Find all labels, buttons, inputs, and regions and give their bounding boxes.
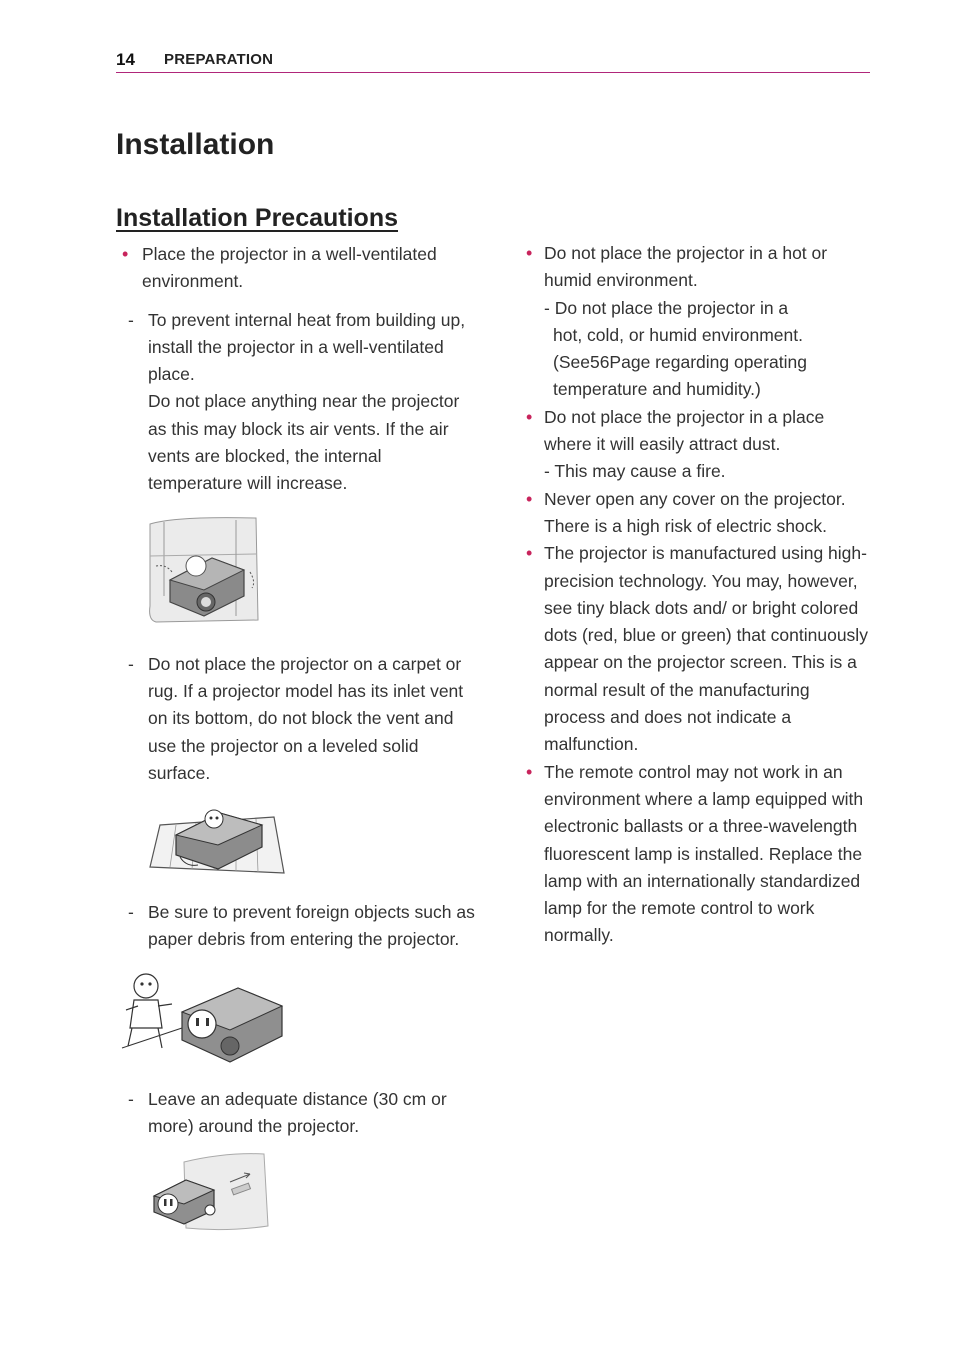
dash-text: Be sure to prevent foreign objects such as paper debris from entering the projector.	[148, 902, 475, 950]
bullet-subtext: - This may cause a fire.	[544, 461, 726, 482]
right-column	[524, 240, 874, 950]
bullet-icon: •	[526, 243, 533, 263]
bullet-item	[524, 486, 874, 541]
dash-mark: -	[128, 902, 134, 923]
bullet-item	[116, 241, 476, 296]
bullet-text: The projector is manufactured using high-precision technology. You may, however, see tiny black dots and/ or bright colored dots (red, blue or green) that continuously appear on the projector screen. This is a normal result of the manufacturing process and does not indicate a malfunction.	[544, 543, 868, 755]
projector-on-carpet-illustration	[146, 795, 286, 879]
bullet-item	[524, 759, 874, 950]
bullet-text: The remote control may not work in an environment where a lamp equipped with electronic ballasts or a three-wavelength fluorescent lamp is installed. Replace the lamp with an internationally standardized lamp for the remote control to work normally.	[544, 761, 864, 946]
dash-mark: -	[128, 653, 134, 674]
bullet-item	[524, 240, 874, 404]
dash-text: Do not place the projector on a carpet or rug. If a projector model has its inlet vent on its bottom, do not block the vent and use the projector on a leveled solid surface.	[148, 653, 464, 783]
bullet-text: Never open any cover on the projector. There is a high risk of electric shock.	[544, 488, 846, 536]
dash-item	[116, 651, 476, 787]
dash-item	[116, 899, 476, 954]
dash-mark: -	[128, 309, 134, 330]
dash-text: Leave an adequate distance (30 cm or more) around the projector.	[148, 1088, 447, 1137]
projector-foreign-objects-illustration	[118, 970, 288, 1070]
dash-mark: -	[128, 1088, 134, 1109]
bullet-text: Do not place the projector in a hot or humid environment.	[544, 243, 828, 291]
bullet-icon: •	[526, 406, 533, 427]
bullet-icon: •	[526, 543, 533, 564]
page-header	[116, 48, 870, 73]
dash-item	[116, 1086, 476, 1141]
projector-distance-illustration	[146, 1152, 270, 1232]
projector-near-wall-illustration	[146, 516, 262, 624]
section-subtitle: Installation Precautions	[116, 204, 399, 232]
page-number: 14	[116, 50, 135, 69]
bullet-text: Do not place the projector in a place where it will easily attract dust.	[544, 406, 825, 455]
dash-text: Do not place anything near the projector as this may block its air vents. If the air vents are blocked, the internal temperature will increase.	[148, 391, 460, 494]
bullet-subtext: hot, cold, or humid environment.	[553, 324, 803, 345]
bullet-subtext: temperature and humidity.)	[553, 379, 761, 400]
left-column	[116, 241, 476, 1232]
dash-item	[116, 307, 476, 498]
bullet-item	[524, 404, 874, 486]
bullet-subtext: (See56Page regarding operating	[553, 352, 807, 373]
bullet-icon: •	[122, 244, 129, 264]
dash-text: To prevent internal heat from building up, install the projector in a well-ventilated place.	[148, 309, 466, 385]
bullet-text: Place the projector in a well-ventilated environment.	[142, 244, 437, 292]
bullet-subtext: - Do not place the projector in a	[544, 297, 789, 318]
page-title: Installation	[116, 128, 275, 161]
bullet-item	[524, 540, 874, 758]
section-name: PREPARATION	[164, 51, 274, 68]
bullet-icon: •	[526, 488, 533, 509]
bullet-icon: •	[526, 761, 533, 782]
